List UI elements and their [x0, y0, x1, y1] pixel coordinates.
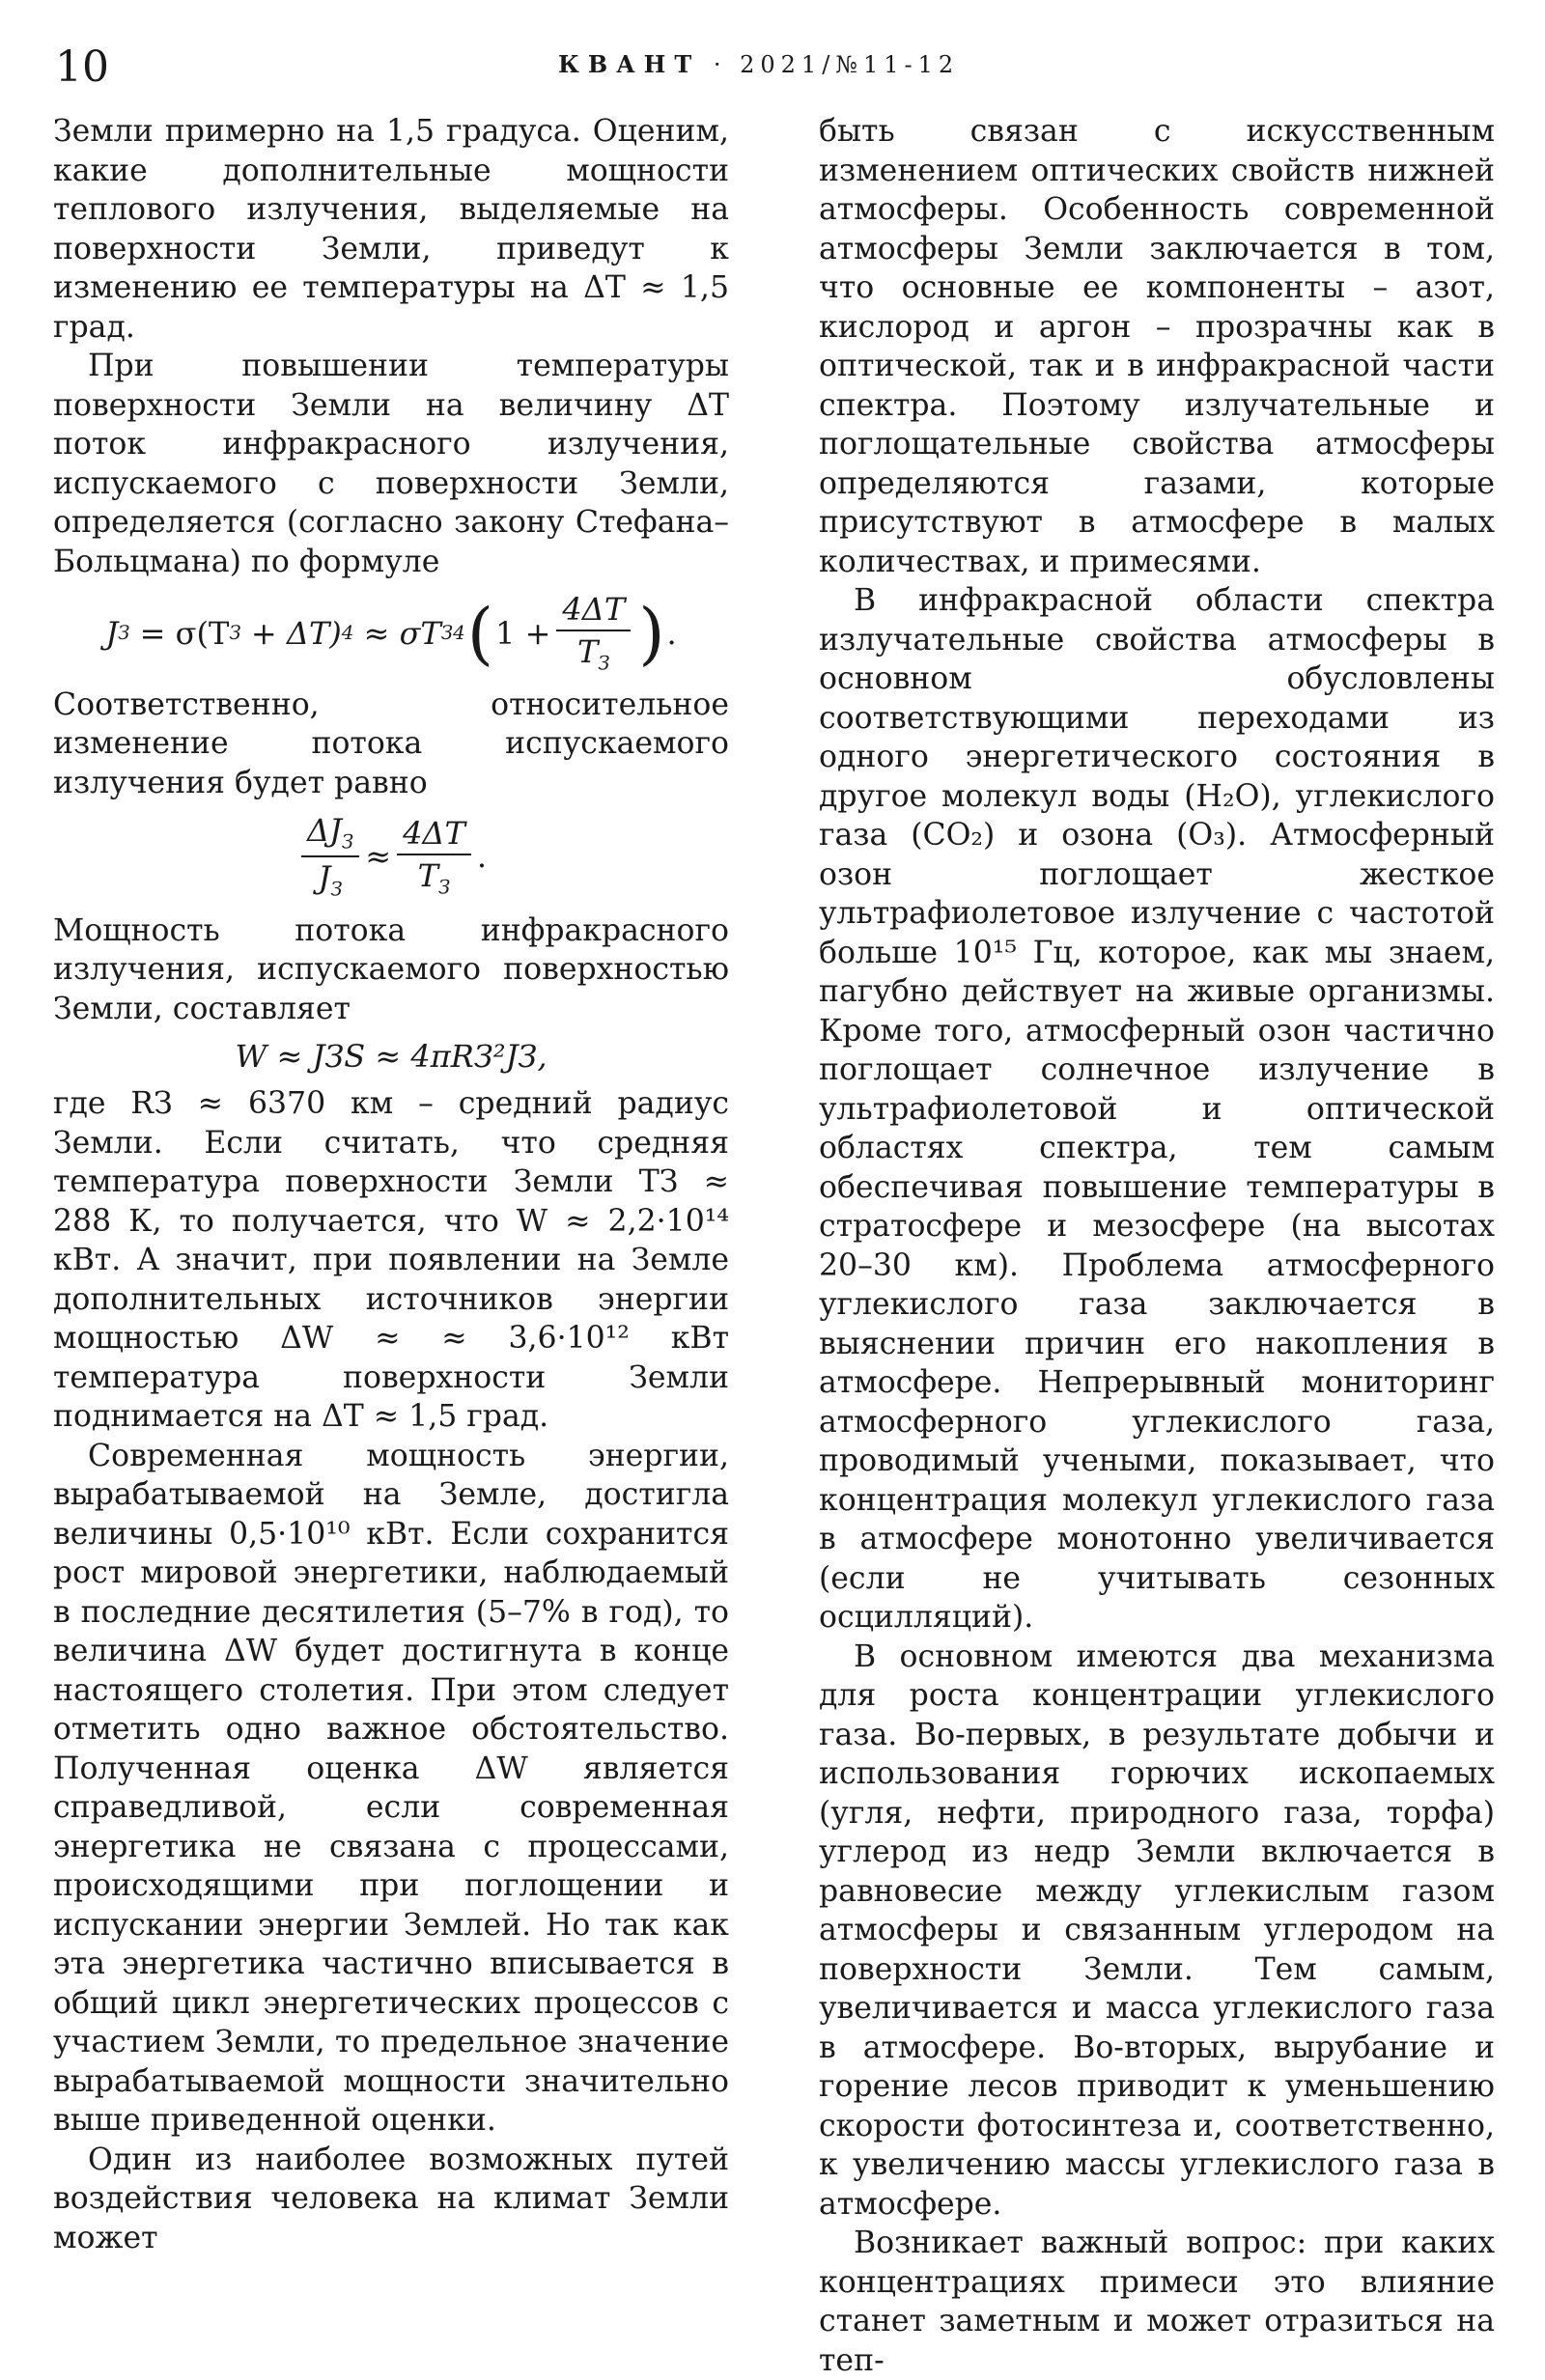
issue-number: 2021/№11-12 [740, 51, 960, 78]
running-head [558, 50, 959, 78]
paragraph: Возникает важный вопрос: при каких концентрациях примеси это влияние станет заметным и может отразиться на теп- [819, 2226, 1495, 2378]
paragraph: При повышении температуры поверхности Земли на величину ΔT поток инфракрасного излучения, испускаемого с поверхности Земли, определяется (согласно закону Стефана–Больцмана) по формуле [53, 349, 729, 579]
paragraph: В инфракрасной области спектра излучательные свойства атмосферы в основном обусловлены соответствующими переходами из одного энергетического состояния в другое молекул воды (H₂O), углекислого газа (CO₂) и озона (O₃). Атмосферный озон поглощает жесткое ультрафиолетовое излучение с частотой больше 10¹⁵ Гц, которое, как мы знаем, пагубно действует на живые организмы. Кроме того, атмосферный озон частично поглощает солнечное излучение в ультрафиолетовой и оптической областях спектра, тем самым обеспечивая повышение температуры в стратосфере и мезосфере (на высотах 20–30 км). Проблема атмосферного углекислого газа заключается в выяснении причин его накопления в атмосфере. Непрерывный мониторинг атмосферного углекислого газа, проводимый учеными, показывает, что концентрация молекул углекислого газа в атмосфере монотонно увеличивается (если не учитывать сезонных осцилляций). [819, 583, 1495, 1635]
paragraph: быть связан с искусственным изменением оптических свойств нижней атмосферы. Особенность современной атмосферы Земли заключается в том, что основные ее компоненты – азот, кислород и аргон – прозрачны как в оптической, так и в инфракрасной части спектра. Поэтому излучательные и поглощательные свойства атмосферы определяются газами, которые присутствуют в атмосфере в малых количествах, и примесями. [819, 114, 1495, 579]
right-column [819, 112, 1495, 2380]
left-column [53, 112, 729, 2257]
paragraph: где RЗ ≈ 6370 км – средний радиус Земли. Если считать, что средняя температура поверхности Земли TЗ ≈ 288 К, то получается, что W ≈ 2,2·10¹⁴ кВт. А значит, при появлении на Земле дополнительных источников энергии мощностью ΔW ≈ ≈ 3,6·10¹² кВт температура поверхности Земли поднимается на ΔT ≈ 1,5 град. [53, 1086, 729, 1435]
formula-relative-change: $\frac{\Delta J_З}{J_З}$ ≈ $\frac{4\Delta T}{T_З}$ . [53, 812, 729, 901]
paragraph: Современная мощность энергии, вырабатываемой на Земле, достигла величины 0,5·10¹⁰ кВт. Если сохранится рост мировой энергетики, наблюдаемый в последние десятилетия (5–7% в год), то величина ΔW будет достигнута в конце настоящего столетия. При этом следует отметить одно важное обстоятельство. Полученная оценка ΔW является справедливой, если современная энергетика не связана с процессами, происходящими при поглощении и испускании энергии Землей. Но так как эта энергетика частично вписывается в общий цикл энергетических процессов с участием Земли, то предельное значение вырабатываемой мощности значительно выше приведенной оценки. [53, 1438, 729, 2139]
paragraph: Мощность потока инфракрасного излучения, испускаемого поверхностью Земли, составляет [53, 912, 729, 1026]
paragraph: Земли примерно на 1,5 градуса. Оценим, какие дополнительные мощности теплового излучения, выделяемые на поверхности Земли, приведут к изменению ее температуры на ΔT ≈ 1,5 град. [53, 114, 729, 345]
magazine-title: КВАНТ [558, 50, 701, 78]
running-head-separator: · [713, 51, 727, 78]
page-number: 10 [55, 42, 109, 92]
formula-stefan-boltzmann: J З = σ(T З + ΔT) 4 ≈ σT З 4 ( 1 + $\frac{4\Delta T}{T_З}$ ) . [105, 591, 677, 675]
paragraph: В основном имеются два механизма для роста концентрации углекислого газа. Во-первых, в результате добычи и использования горючих ископаемых (угля, нефти, природного газа, торфа) углерод из недр Земли включается в равновесие между углекислым газом атмосферы и связанным углеродом на поверхности Земли. Тем самым, увеличивается и масса углекислого газа в атмосфере. Во-вторых, вырубание и горение лесов приводит к уменьшению скорости фотосинтеза и, соответственно, к увеличению массы углекислого газа в атмосфере. [819, 1638, 1495, 2222]
formula-power: W ≈ JЗS ≈ 4πRЗ²JЗ, [235, 1038, 548, 1075]
paragraph: Один из наиболее возможных путей воздействия человека на климат Земли может [53, 2142, 729, 2255]
paragraph: Соответственно, относительное изменение потока испускаемого излучения будет равно [53, 686, 729, 800]
